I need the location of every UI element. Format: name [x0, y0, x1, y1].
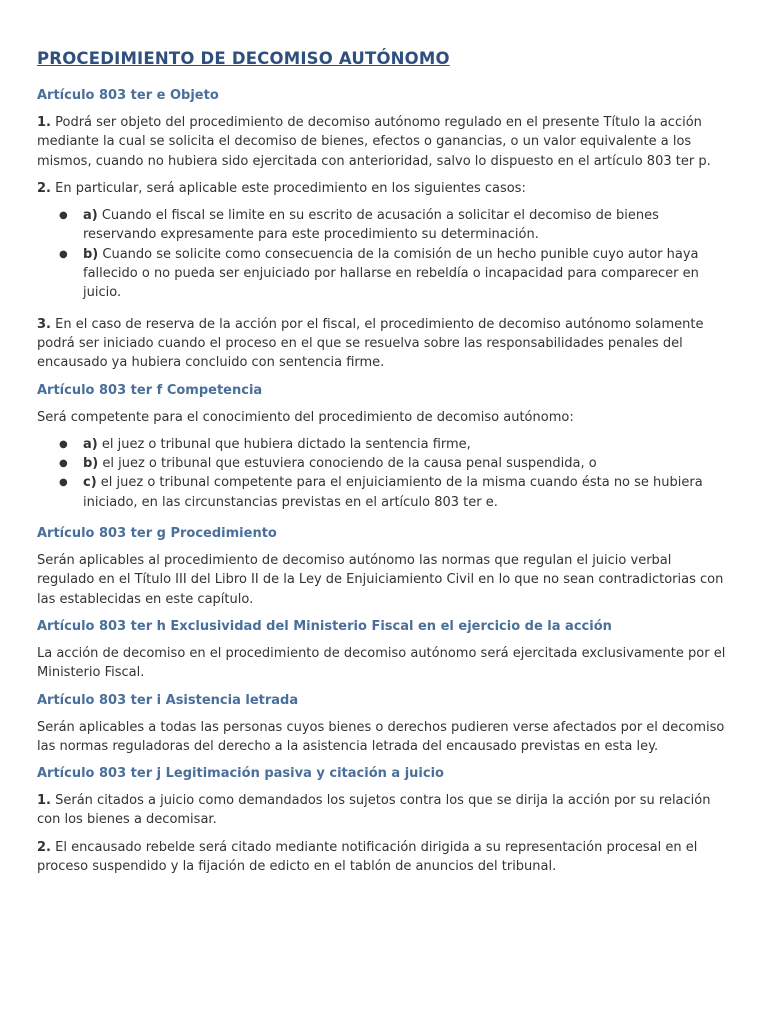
paragraph-number: 2. [37, 839, 51, 855]
paragraph-3 [37, 315, 732, 373]
bullet-icon: ● [59, 438, 68, 450]
bullet-icon: ● [59, 248, 68, 260]
list-item [59, 245, 732, 303]
article-803-ter-h [37, 617, 732, 683]
list-item [59, 454, 732, 473]
bullet-icon: ● [59, 210, 68, 222]
item-text: el juez o tribunal que hubiera dictado la sentencia firme, [97, 436, 471, 452]
paragraph-text: En particular, será aplicable este procedimiento en los siguientes casos: [50, 180, 526, 196]
article-803-ter-j [37, 764, 732, 876]
item-text: Cuando el fiscal se limite en su escrito de acusación a solicitar el decomiso de bienes reservando expresamente para este procedimiento su determinación. [83, 208, 659, 243]
article-heading: Artículo 803 ter j Legitimación pasiva y citación a juicio [37, 766, 444, 782]
competence-list [37, 435, 732, 512]
bullet-icon: ● [59, 458, 68, 470]
list-item [59, 435, 732, 454]
paragraph-1 [37, 113, 732, 171]
item-letter: a) [83, 208, 98, 224]
paragraph-2 [37, 179, 732, 198]
paragraph-text: Podrá ser objeto del procedimiento de decomiso autónomo regulado en el presente Título la acción mediante la cual se solicita el decomiso de bienes, efectos o ganancias, o un valor equivalente a los mismos, cuando no hubiera sido ejercitada con anterioridad, salvo lo dispuesto en el artículo 803 ter p. [37, 115, 711, 169]
paragraph-text: Serán citados a juicio como demandados los sujetos contra los que se dirija la acción por su relación con los bienes a decomisar. [37, 793, 711, 828]
item-text: Cuando se solicite como consecuencia de la comisión de un hecho punible cuyo autor haya fallecido o no pueda ser enjuiciado por hallarse en rebeldía o incapacidad para comparecer en juicio. [83, 246, 699, 301]
paragraph-text: Serán aplicables al procedimiento de decomiso autónomo las normas que regulan el juicio verbal regulado en el Título III del Libro II de la Ley de Enjuiciamiento Civil en lo que no sean contradictorias con las establecidas en este capítulo. [37, 553, 724, 607]
item-text: el juez o tribunal competente para el enjuiciamiento de la misma cuando ésta no se hubiera iniciado, en las circunstancias previstas en el artículo 803 ter e. [83, 475, 703, 510]
paragraph-number: 3. [37, 316, 51, 332]
article-heading: Artículo 803 ter h Exclusividad del Ministerio Fiscal en el ejercicio de la acción [37, 618, 612, 634]
paragraph-number: 2. [37, 180, 51, 196]
case-list [37, 206, 732, 302]
paragraph-number: 1. [37, 115, 51, 130]
item-letter: b) [83, 246, 99, 262]
paragraph-text: Serán aplicables a todas las personas cuyos bienes o derechos pudieren verse afectados por el decomiso las normas reguladoras del derecho a la asistencia letrada del encausado previstas en esta ley. [37, 719, 725, 754]
paragraph-intro: Será competente para el conocimiento del procedimiento de decomiso autónomo: [37, 409, 574, 425]
article-803-ter-g [37, 524, 732, 609]
paragraph-text: En el caso de reserva de la acción por el fiscal, el procedimiento de decomiso autónomo solamente podrá ser iniciado cuando el proceso en el que se resuelva sobre las responsabilidades penales del encausado ya hubiera concluido con sentencia firme. [37, 316, 704, 371]
bullet-icon: ● [59, 477, 68, 489]
article-heading: Artículo 803 ter f Competencia [37, 382, 263, 398]
paragraph-text: La acción de decomiso en el procedimiento de decomiso autónomo será ejercitada exclusivamente por el Ministerio Fiscal. [37, 645, 726, 681]
paragraph-text: El encausado rebelde será citado mediante notificación dirigida a su representación procesal en el proceso suspendido y la fijación de edicto en el tablón de anuncios del tribunal. [37, 839, 698, 875]
paragraph-1 [37, 791, 732, 830]
article-803-ter-e [37, 86, 732, 373]
article-heading: Artículo 803 ter g Procedimiento [37, 526, 277, 542]
article-803-ter-f [37, 381, 732, 512]
item-letter: a) [83, 436, 98, 452]
document-title: PROCEDIMIENTO DE DECOMISO AUTÓNOMO [37, 49, 450, 68]
article-heading: Artículo 803 ter i Asistencia letrada [37, 692, 299, 708]
article-803-ter-i [37, 691, 732, 757]
item-letter: c) [83, 475, 97, 491]
paragraph-number: 1. [37, 793, 51, 809]
paragraph-2 [37, 838, 732, 877]
item-text: el juez o tribunal que estuviera conociendo de la causa penal suspendida, o [98, 456, 597, 472]
list-item [59, 473, 732, 512]
article-heading: Artículo 803 ter e Objeto [37, 88, 219, 103]
list-item [59, 206, 732, 245]
item-letter: b) [83, 456, 99, 472]
